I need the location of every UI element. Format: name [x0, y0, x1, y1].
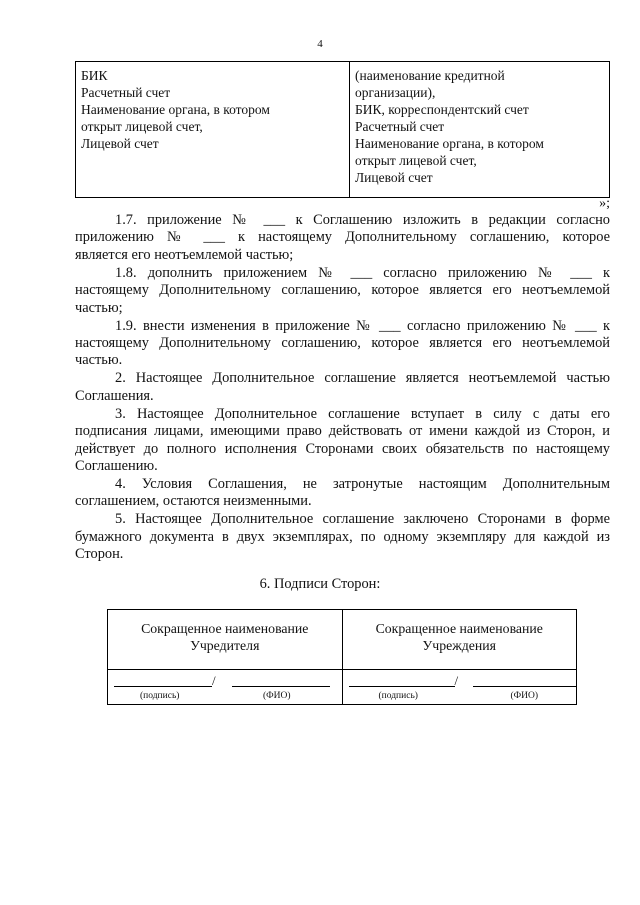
- bank-right-line: Наименование органа, в котором: [355, 136, 544, 151]
- institution-signature-line: [349, 686, 455, 687]
- text-line: настоящему Дополнительному соглашению, которое является его неотъемлемой: [75, 282, 610, 299]
- signatures-heading: 6. Подписи Сторон:: [259, 576, 381, 592]
- bank-right-line: (наименование кредитной: [355, 68, 505, 83]
- text-line: является его неотъемлемой частью;: [75, 246, 294, 263]
- text-line: 1.7. приложение № ___ к Соглашению изложить в редакции согласно: [115, 212, 610, 228]
- institution-name-caption: (ФИО): [510, 691, 539, 701]
- institution-name-cell: [342, 610, 577, 670]
- text-line: 3. Настоящее Дополнительное соглашение вступает в силу с даты его: [115, 405, 610, 422]
- bank-details-left-cell: [76, 62, 350, 198]
- founder-name-line: Учредителя: [190, 638, 260, 653]
- founder-signature-cell: [108, 670, 343, 705]
- institution-signature-caption: (подпись): [378, 691, 418, 701]
- paragraph-1-9: [75, 318, 610, 370]
- founder-signature-line: [114, 686, 212, 687]
- founder-signature-slash: /: [212, 673, 216, 688]
- text-line: 2. Настоящее Дополнительное соглашение является неотъемлемой частью: [115, 370, 610, 387]
- institution-name-line: Сокращенное наименование: [375, 621, 543, 636]
- text-line: действует до полного исполнения Сторонами своих обязательств по настоящему: [75, 440, 610, 457]
- founder-signature-caption: (подпись): [140, 691, 180, 701]
- signatures-table: [107, 609, 577, 705]
- paragraph-4: [75, 476, 610, 511]
- bank-details-right-cell: [350, 62, 610, 198]
- paragraph-1-7: [75, 212, 610, 264]
- bank-left-line: Наименование органа, в котором: [81, 102, 270, 117]
- page-number: 4: [317, 38, 323, 50]
- bank-left-line: открыт лицевой счет,: [81, 119, 203, 134]
- text-line: бумажного документа в двух экземплярах, по одному экземпляру для каждой из: [75, 528, 610, 545]
- bank-right-line: организации),: [355, 85, 436, 100]
- institution-name-line-blank: [473, 686, 577, 687]
- text-line: частью;: [75, 299, 123, 316]
- bank-right-line: БИК, корреспондентский счет: [355, 102, 529, 117]
- text-line: настоящему Дополнительному соглашению, которое является его неотъемлемой: [75, 335, 610, 352]
- bank-right-line: Лицевой счет: [355, 170, 433, 185]
- founder-name-line: Сокращенное наименование: [141, 621, 309, 636]
- bank-left-line: БИК: [81, 68, 108, 83]
- bank-details-table: [75, 61, 610, 198]
- document-body: [75, 212, 610, 564]
- institution-name-line: Учреждения: [422, 638, 497, 653]
- text-line: подписания лицами, имеющими право действовать от имени каждой из Сторон, и: [75, 423, 610, 440]
- text-line: соглашением, остаются неизменными.: [75, 493, 312, 510]
- paragraph-5: [75, 511, 610, 563]
- text-line: Соглашению.: [75, 458, 158, 475]
- institution-signature-cell: [342, 670, 577, 705]
- paragraph-1-8: [75, 265, 610, 317]
- paragraph-3: [75, 406, 610, 476]
- text-line: 4. Условия Соглашения, не затронутые настоящим Дополнительным: [115, 476, 610, 493]
- bank-right-line: Расчетный счет: [355, 119, 445, 134]
- text-line: частью.: [75, 352, 123, 369]
- founder-name-cell: [108, 610, 343, 670]
- founder-name-line-blank: [232, 686, 330, 687]
- founder-name-caption: (ФИО): [263, 691, 291, 701]
- text-line: Сторон.: [75, 546, 124, 563]
- text-line: 1.8. дополнить приложением № ___ согласно приложению № ___ к: [115, 264, 610, 281]
- text-line: 5. Настоящее Дополнительное соглашение заключено Сторонами в форме: [115, 511, 610, 528]
- paragraph-2: [75, 370, 610, 405]
- bank-left-line: Расчетный счет: [81, 85, 171, 100]
- text-line: 1.9. внести изменения в приложение № ___ согласно приложению № ___ к: [115, 317, 610, 334]
- bank-right-line: открыт лицевой счет,: [355, 153, 477, 168]
- bank-left-line: Лицевой счет: [81, 136, 159, 151]
- closing-quote: »;: [599, 196, 610, 211]
- institution-signature-slash: /: [454, 673, 459, 688]
- text-line: Соглашения.: [75, 387, 154, 404]
- text-line: приложению № ___ к настоящему Дополнительному соглашению, которое: [75, 229, 610, 246]
